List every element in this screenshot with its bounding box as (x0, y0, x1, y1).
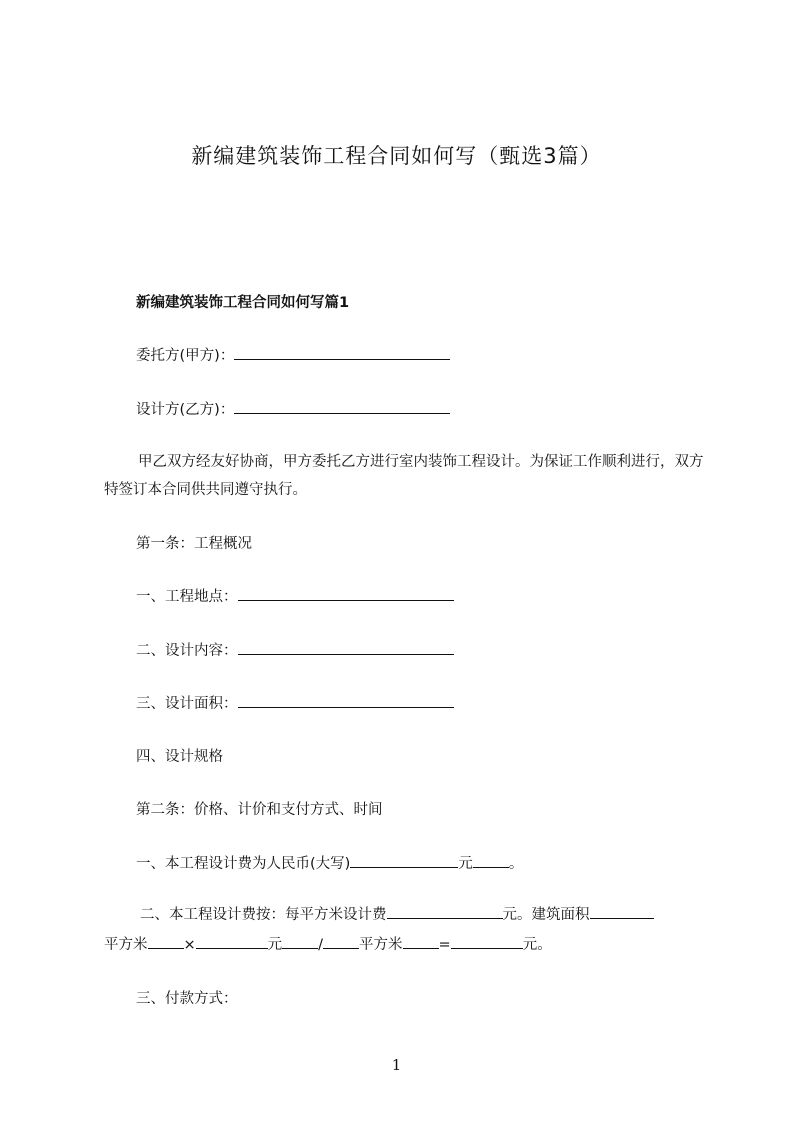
fee2-blank-e (403, 936, 439, 949)
fee2-eq: = (438, 937, 451, 953)
fee2-blank-c (282, 936, 318, 949)
item1-line (136, 585, 454, 606)
party-b-label: 设计方(乙方)： (136, 402, 235, 418)
fee-extra-blank (473, 855, 509, 868)
item1-label: 一、工程地点： (136, 589, 238, 605)
article1-heading: 第一条：工程概况 (136, 536, 252, 552)
party-b-blank (234, 401, 450, 414)
document-title: 新编建筑装饰工程合同如何写（甄选3篇） (191, 144, 602, 168)
fee2-prefix: 二、本工程设计费按：每平方米设计费 (140, 907, 387, 923)
fee2-blank-a (148, 936, 184, 949)
intro-paragraph-text: 甲乙双方经友好协商，甲方委托乙方进行室内装饰工程设计。为保证工作顺利进行，双方特签订本合同供共同遵守执行。 (104, 454, 704, 498)
fee-line-prefix: 一、本工程设计费为人民币(大写) (136, 856, 351, 872)
fee-amount-blank (350, 855, 458, 868)
item2-line (136, 639, 454, 660)
item3-blank (238, 695, 454, 708)
page-number: 1 (391, 1056, 402, 1074)
fee2-sqm2: 平方米 (359, 937, 403, 953)
fee2-area-blank (590, 906, 654, 919)
fee-line (136, 852, 523, 873)
intro-paragraph (104, 448, 704, 504)
article2-heading: 第二条：价格、计价和支付方式、时间 (136, 802, 383, 818)
item1-blank (238, 588, 454, 601)
fee2-times: × (183, 937, 196, 953)
party-a-blank (234, 347, 450, 360)
fee2-yuan1: 元。建筑面积 (502, 907, 590, 923)
fee2-unit-fee-blank (387, 906, 503, 919)
party-a-label: 委托方(甲方)： (136, 348, 235, 364)
fee-line-yuan: 元 (458, 856, 473, 872)
fee2-yuan2: 元 (267, 937, 283, 953)
item3-line (136, 692, 454, 713)
fee2-blank-b (196, 936, 268, 949)
fee2-unit-sqm: 平方米 (104, 937, 148, 953)
payment-line: 三、付款方式： (136, 991, 238, 1007)
party-b-line (136, 398, 450, 419)
item3-label: 三、设计面积： (136, 696, 238, 712)
section-heading: 新编建筑装饰工程合同如何写篇1 (136, 295, 350, 311)
party-a-line (136, 344, 450, 365)
item2-blank (238, 642, 454, 655)
fee2-blank-f (451, 936, 523, 949)
item4-line: 四、设计规格 (136, 749, 223, 765)
fee-line-end: 。 (508, 856, 524, 872)
fee2-slash: / (318, 937, 324, 953)
item2-label: 二、设计内容： (136, 643, 238, 659)
fee2-yuan-end: 元。 (522, 937, 552, 953)
fee2-paragraph (104, 900, 704, 960)
fee2-blank-d (323, 936, 359, 949)
